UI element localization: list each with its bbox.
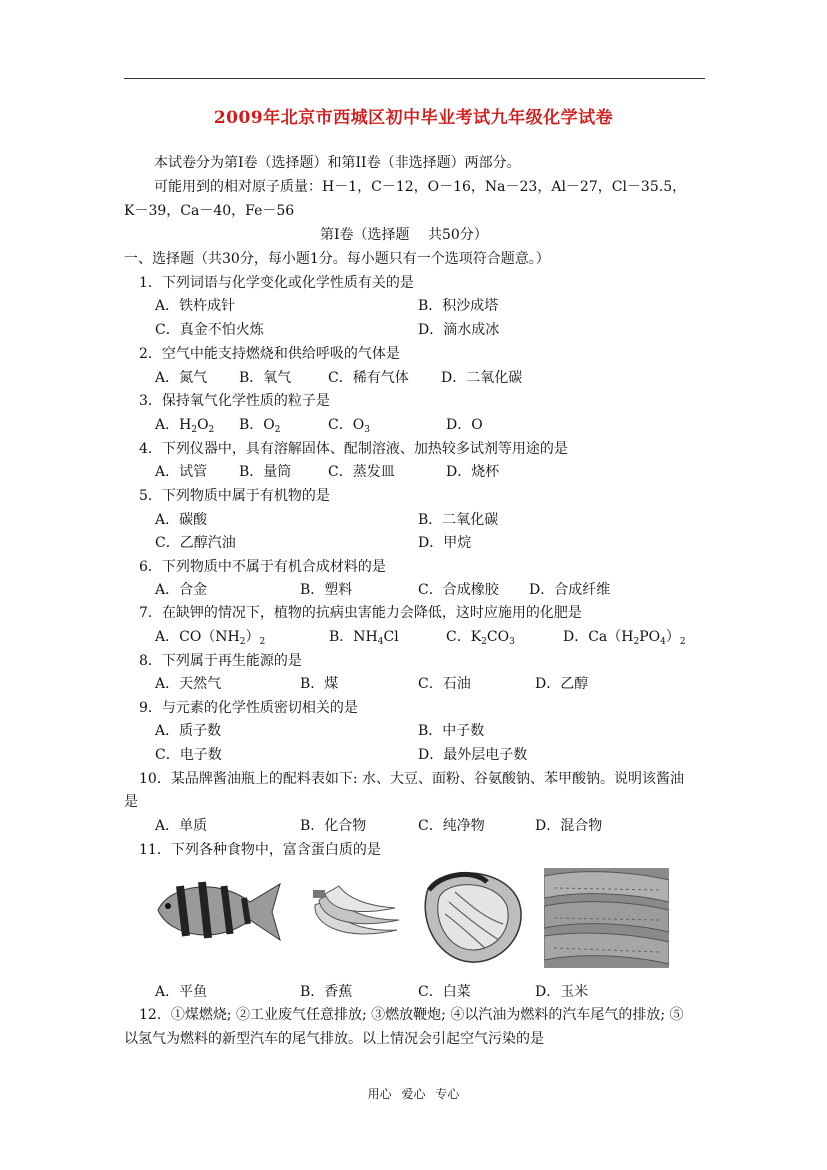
q7-option-c: C．$K_2CO_3$ <box>446 629 515 647</box>
q9-option-d: D．最外层电子数 <box>418 747 528 763</box>
q8-stem: 8．下列属于再生能源的是 <box>139 653 302 669</box>
q3-option-b: B．$O_2$ <box>239 417 281 435</box>
q3-option-d: D．O <box>446 417 483 433</box>
q4-option-a: A．试管 <box>155 464 208 480</box>
q7-option-d: D．$Ca(H_2PO_4)_2$ <box>563 629 686 647</box>
header-rule <box>124 78 705 79</box>
q6-option-d: D．合成纤维 <box>529 582 611 598</box>
q6-option-c: C．合成橡胶 <box>418 582 499 598</box>
page-footer: 用心 爱心 专心 <box>367 1087 460 1101</box>
q5-option-b: B．二氧化碳 <box>418 512 499 528</box>
intro-line-2: 可能用到的相对原子质量：H－1，C－12，O－16，Na－23，Al－27，Cl－35.5， <box>154 179 687 195</box>
corn-image <box>544 868 669 968</box>
q1-option-c: C．真金不怕火炼 <box>155 322 264 338</box>
q5-option-c: C．乙醇汽油 <box>155 535 236 551</box>
q10-option-d: D．混合物 <box>535 818 603 834</box>
q2-option-a: A．氮气 <box>155 370 208 386</box>
q10-stem-line-2: 是 <box>124 794 138 810</box>
q4-option-d: D．烧杯 <box>446 464 500 480</box>
q6-option-b: B．塑料 <box>300 582 353 598</box>
part1-heading: 第Ⅰ卷（选择题 共50分） <box>320 227 488 243</box>
q11-option-b: B．香蕉 <box>300 984 353 1000</box>
q10-option-a: A．单质 <box>155 818 208 834</box>
q5-option-a: A．碳酸 <box>155 512 208 528</box>
section1-heading: 一、选择题（共30分，每小题1分。每小题只有一个选项符合题意。） <box>124 251 550 267</box>
q9-stem: 9．与元素的化学性质密切相关的是 <box>139 700 358 716</box>
exam-title: 2009年北京市西城区初中毕业考试九年级化学试卷 <box>213 108 614 128</box>
q3-stem: 3．保持氧气化学性质的粒子是 <box>139 393 330 409</box>
q8-option-c: C．石油 <box>418 676 471 692</box>
q4-stem: 4．下列仪器中，具有溶解固体、配制溶液、加热较多试剂等用途的是 <box>139 441 568 457</box>
q10-stem-line-1: 10．某品牌酱油瓶上的配料表如下: 水、大豆、面粉、谷氨酸钠、苯甲酸钠。说明该酱油 <box>139 771 684 787</box>
q8-option-b: B．煤 <box>300 676 339 692</box>
q3-option-a: A．$H_2O_2$ <box>155 417 215 435</box>
q2-option-b: B．氧气 <box>239 370 292 386</box>
q11-option-d: D．玉米 <box>535 984 589 1000</box>
q7-option-b: B．$NH_4Cl$ <box>329 629 399 647</box>
q5-stem: 5．下列物质中属于有机物的是 <box>139 488 330 504</box>
q1-stem: 1．下列词语与化学变化或化学性质有关的是 <box>139 275 414 291</box>
q5-option-d: D．甲烷 <box>418 535 472 551</box>
q4-option-c: C．蒸发皿 <box>328 464 395 480</box>
intro-line-3: K－39，Ca－40，Fe－56 <box>124 203 295 219</box>
q1-option-b: B．积沙成塔 <box>418 298 499 314</box>
q6-option-a: A．合金 <box>155 582 208 598</box>
q12-stem-line-2: 以氢气为燃料的新型汽车的尾气排放。以上情况会引起空气污染的是 <box>124 1031 544 1047</box>
q8-option-a: A．天然气 <box>155 676 222 692</box>
q9-option-c: C．电子数 <box>155 747 222 763</box>
fish-image <box>150 872 285 952</box>
q1-option-d: D．滴水成冰 <box>418 322 500 338</box>
q11-option-c: C．白菜 <box>418 984 471 1000</box>
q6-stem: 6．下列物质中不属于有机合成材料的是 <box>139 559 386 575</box>
q4-option-b: B．量筒 <box>239 464 292 480</box>
q9-option-a: A．质子数 <box>155 723 222 739</box>
banana-image <box>305 880 405 945</box>
q2-option-d: D．二氧化碳 <box>441 370 523 386</box>
q3-option-c: C．$O_3$ <box>328 417 370 435</box>
cabbage-image <box>415 862 530 967</box>
q7-stem: 7．在缺钾的情况下，植物的抗病虫害能力会降低，这时应施用的化肥是 <box>139 605 582 621</box>
q1-option-a: A．铁杵成针 <box>155 298 236 314</box>
q11-option-a: A．平鱼 <box>155 984 208 1000</box>
q10-option-b: B．化合物 <box>300 818 367 834</box>
q9-option-b: B．中子数 <box>418 723 485 739</box>
q8-option-d: D．乙醇 <box>535 676 589 692</box>
q2-stem: 2．空气中能支持燃烧和供给呼吸的气体是 <box>139 346 400 362</box>
q10-option-c: C．纯净物 <box>418 818 485 834</box>
q2-option-c: C．稀有气体 <box>328 370 409 386</box>
q11-stem: 11．下列各种食物中，富含蛋白质的是 <box>139 842 381 858</box>
q12-stem-line-1: 12．①煤燃烧; ②工业废气任意排放; ③燃放鞭炮; ④以汽油为燃料的汽车尾气的排放; ⑤ <box>139 1007 684 1023</box>
q7-option-a: A．$CO(NH_2)_2$ <box>155 629 266 647</box>
intro-line-1: 本试卷分为第Ⅰ卷（选择题）和第II卷（非选择题）两部分。 <box>154 155 521 171</box>
